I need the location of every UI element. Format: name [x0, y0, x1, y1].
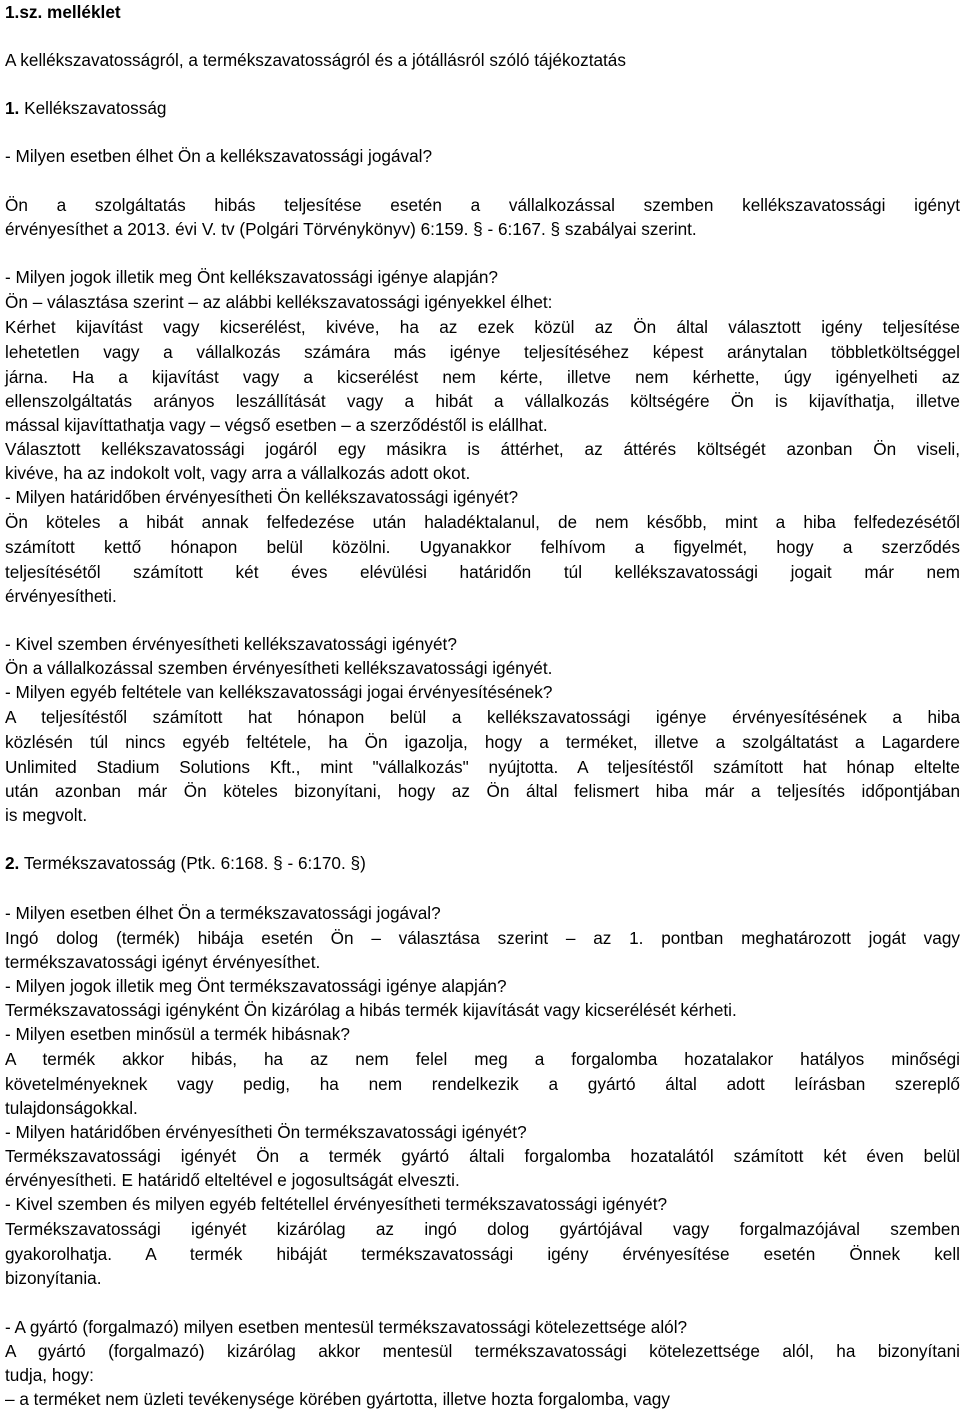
- paragraph-line: érvényesítheti.: [5, 586, 117, 606]
- section-title: Termékszavatosság (Ptk. 6:168. § - 6:170. §): [23, 853, 366, 873]
- paragraph-line: Választott kellékszavatossági jogáról egy másikra is áttérhet, az áttérés költségét azonban Ön viseli,: [5, 439, 960, 459]
- paragraph-line: tulajdonságokkal.: [5, 1098, 138, 1118]
- paragraph-line: Ön a vállalkozással szemben érvényesítheti kellékszavatossági igényét.: [5, 658, 553, 678]
- paragraph-line: mással kijavíttathatja vagy – végső esetben – a szerződéstől is elállhat.: [5, 415, 548, 435]
- paragraph-line: Ingó dolog (termék) hibája esetén Ön – választása szerint – az 1. pontban meghatározott jogát vagy: [5, 928, 960, 948]
- paragraph-line: Termékszavatossági igényként Ön kizárólag a hibás termék kijavítását vagy kicserélését kérheti.: [5, 1000, 737, 1020]
- paragraph-line: Ön köteles a hibát annak felfedezése után haladéktalanul, de nem később, mint a hiba felfedezésétől: [5, 512, 960, 532]
- annex-title: 1.sz. melléklet: [5, 2, 121, 22]
- document-title: A kellékszavatosságról, a termékszavatosságról és a jótállásról szóló tájékoztatás: [5, 50, 626, 70]
- paragraph-line: teljesítésétől számított két éves elévülési határidőn túl kellékszavatossági jogait már nem: [5, 562, 960, 582]
- question-line: - Milyen határidőben érvényesítheti Ön termékszavatossági igényét?: [5, 1122, 527, 1142]
- paragraph-line: A teljesítéstől számított hat hónapon belül a kellékszavatossági igénye érvényesítésének a hiba: [5, 707, 960, 727]
- section-number: 2.: [5, 853, 20, 873]
- paragraph-line: ellenszolgáltatás arányos leszállítását vagy a hibát a vállalkozás költségére Ön is kijavíthatja, illetve: [5, 391, 960, 411]
- paragraph-line: után azonban már Ön köteles bizonyítani, hogy az Ön által felismert hiba már a teljesítés időpontjában: [5, 781, 960, 801]
- paragraph-line: bizonyítania.: [5, 1268, 102, 1288]
- paragraph-line: is megvolt.: [5, 805, 88, 825]
- paragraph-line: Unlimited Stadium Solutions Kft., mint "vállalkozás" nyújtotta. A teljesítéstől számított hat hónap eltelte: [5, 757, 960, 777]
- paragraph-line: járna. Ha a kijavítást vagy a kicserélést nem kérte, illetve nem kérhette, úgy igényelheti az: [5, 367, 960, 387]
- paragraph-line: gyakorolhatja. A termék hibáját termékszavatossági igény érvényesítése esetén Önnek kell: [5, 1244, 960, 1264]
- question-line: - Milyen esetben élhet Ön a kellékszavatossági jogával?: [5, 146, 433, 166]
- paragraph-line: termékszavatossági igényt érvényesíthet.: [5, 952, 321, 972]
- section-heading: [5, 97, 960, 119]
- paragraph-line: lehetetlen vagy a vállalkozás számára más igénye teljesítéséhez képest aránytalan többletköltséggel: [5, 342, 960, 362]
- paragraph-line: közlésén túl nincs egyéb feltétele, ha Ön igazolja, hogy a terméket, illetve a szolgáltatást a Lagardere: [5, 732, 960, 752]
- list-item: – a terméket nem üzleti tevékenysége körében gyártotta, illetve hozta forgalomba, vagy: [5, 1389, 670, 1409]
- question-line: - Milyen jogok illetik meg Önt termékszavatossági igénye alapján?: [5, 976, 507, 996]
- paragraph-line: A gyártó (forgalmazó) kizárólag akkor mentesül termékszavatossági kötelezettsége alól, ha bizonyítani: [5, 1341, 960, 1361]
- question-line: - Milyen egyéb feltétele van kellékszavatossági jogai érvényesítésének?: [5, 682, 553, 702]
- question-line: - Milyen esetben minősül a termék hibásnak?: [5, 1024, 350, 1044]
- paragraph-line: érvényesíthet a 2013. évi V. tv (Polgári Törvénykönyv) 6:159. § - 6:167. § szabályai szerint.: [5, 219, 697, 239]
- paragraph-line: Kérhet kijavítást vagy kicserélést, kivéve, ha az ezek közül az Ön által választott igény teljesítése: [5, 317, 960, 337]
- paragraph-line: kivéve, ha az indokolt volt, vagy arra a vállalkozás adott okot.: [5, 463, 471, 483]
- paragraph-line: követelményeknek vagy pedig, ha nem rendelkezik a gyártó által adott leírásban szereplő: [5, 1074, 960, 1094]
- section-title: Kellékszavatosság: [24, 98, 167, 118]
- section-heading: [5, 852, 960, 874]
- question-line: - Kivel szemben érvényesítheti kellékszavatossági igényét?: [5, 634, 457, 654]
- paragraph-line: Ön a szolgáltatás hibás teljesítése esetén a vállalkozással szemben kellékszavatossági igényt: [5, 195, 960, 215]
- paragraph-line: Ön – választása szerint – az alábbi kellékszavatossági igényekkel élhet:: [5, 292, 553, 312]
- paragraph-line: érvényesítheti. E határidő elteltével e jogosultságát elveszti.: [5, 1170, 460, 1190]
- paragraph-line: tudja, hogy:: [5, 1365, 94, 1385]
- paragraph-line: Termékszavatossági igényét Ön a termék gyártó általi forgalomba hozatalától számított két éven belül: [5, 1146, 960, 1166]
- question-line: - Milyen jogok illetik meg Önt kellékszavatossági igénye alapján?: [5, 267, 498, 287]
- paragraph-line: számított kettő hónapon belül közölni. Ugyanakkor felhívom a figyelmét, hogy a szerződés: [5, 537, 960, 557]
- paragraph-line: Termékszavatossági igényét kizárólag az ingó dolog gyártójával vagy forgalmazójával szemben: [5, 1219, 960, 1239]
- question-line: - A gyártó (forgalmazó) milyen esetben mentesül termékszavatossági kötelezettsége alól?: [5, 1317, 688, 1337]
- question-line: - Milyen határidőben érvényesítheti Ön kellékszavatossági igényét?: [5, 487, 519, 507]
- question-line: - Milyen esetben élhet Ön a termékszavatossági jogával?: [5, 903, 441, 923]
- section-number: 1.: [5, 98, 20, 118]
- question-line: - Kivel szemben és milyen egyéb feltétellel érvényesítheti termékszavatossági igényét?: [5, 1194, 668, 1214]
- paragraph-line: A termék akkor hibás, ha az nem felel meg a forgalomba hozatalakor hatályos minőségi: [5, 1049, 960, 1069]
